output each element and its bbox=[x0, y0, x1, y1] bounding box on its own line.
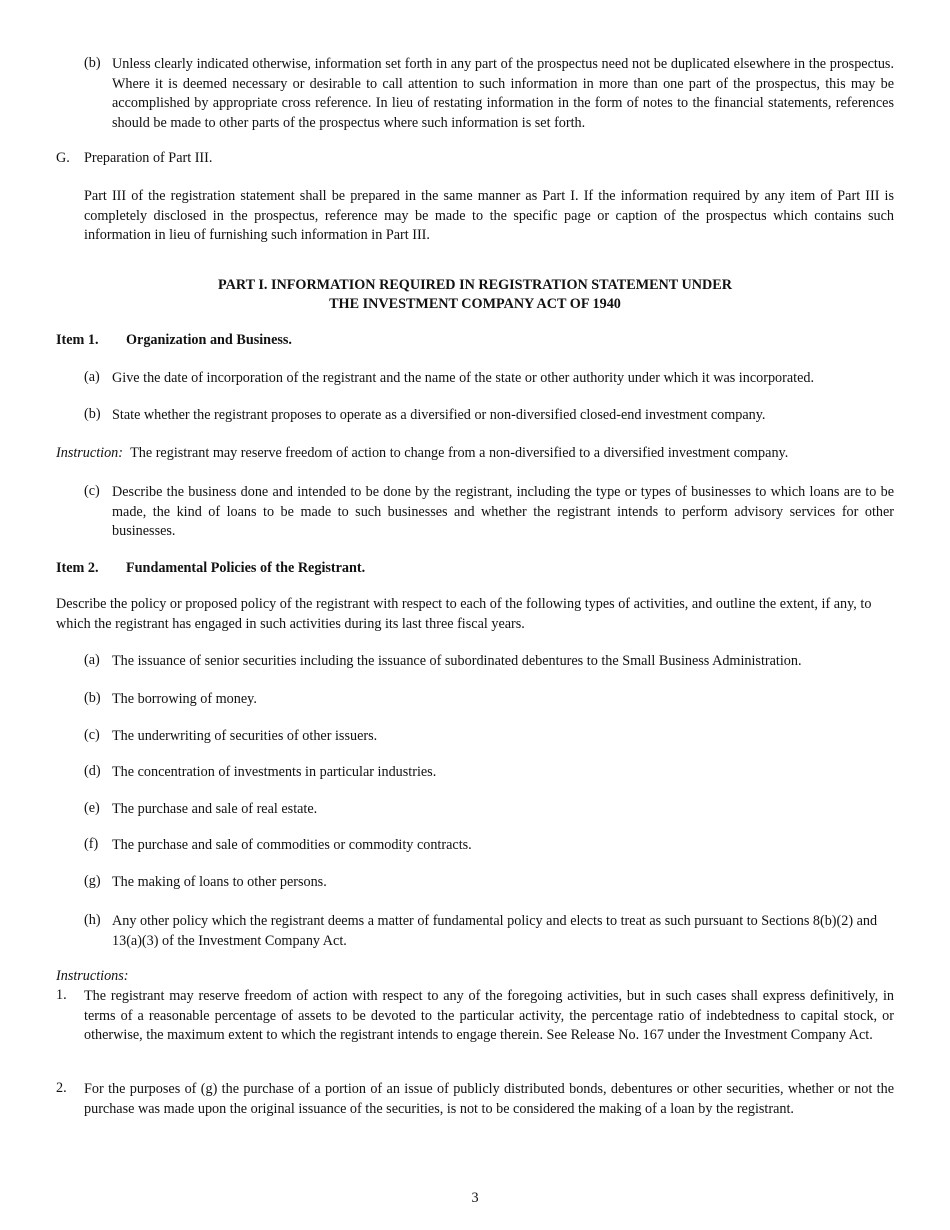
section-f-item-b bbox=[84, 55, 894, 133]
item-label: (f) bbox=[84, 836, 99, 852]
item-text: The making of loans to other persons. bbox=[112, 874, 327, 890]
item-label: (c) bbox=[84, 727, 100, 743]
item-text: The borrowing of money. bbox=[112, 691, 257, 707]
item-text: State whether the registrant proposes to operate as a diversified or non-diversified closed-end investment company. bbox=[112, 407, 766, 423]
item-text: Describe the business done and intended to be done by the registrant, including the type or types of businesses to which loans are to be made, the kind of loans to be made to such businesses and whether the registrant intends to perform advisory services for other businesses. bbox=[112, 484, 894, 539]
item-text: Give the date of incorporation of the registrant and the name of the state or other authority under which it was incorporated. bbox=[112, 370, 815, 386]
list-item bbox=[84, 912, 894, 951]
part-heading bbox=[56, 276, 894, 314]
item-label: (c) bbox=[84, 483, 100, 499]
instruction-text: The registrant may reserve freedom of action to change from a non-diversified to a diversified investment company. bbox=[130, 445, 789, 461]
item1-heading bbox=[56, 332, 292, 349]
list-item bbox=[84, 800, 894, 820]
item-text: The issuance of senior securities including the issuance of subordinated debentures to the Small Business Administration. bbox=[112, 653, 802, 669]
item-title: Fundamental Policies of the Registrant. bbox=[126, 560, 366, 576]
item-number: Item 1. bbox=[56, 332, 99, 348]
item-text: Any other policy which the registrant deems a matter of fundamental policy and elects to treat as such pursuant to Sections 8(b)(2) and 13(a)(3) of the Investment Company Act. bbox=[112, 913, 878, 949]
item-label: (b) bbox=[84, 690, 101, 706]
paragraph-text: Describe the policy or proposed policy of the registrant with respect to each of the following types of activities, and outline the extent, if any, to which the registrant has engaged in such activities during its last three fiscal years. bbox=[56, 596, 872, 632]
item-text: The purchase and sale of real estate. bbox=[112, 801, 318, 817]
item-label: (b) bbox=[84, 406, 101, 422]
section-label: G. bbox=[56, 150, 70, 166]
instruction-label: Instruction: bbox=[56, 445, 123, 461]
item-label: (b) bbox=[84, 55, 101, 71]
item1-c bbox=[84, 483, 894, 542]
section-g-paragraph bbox=[84, 187, 894, 246]
list-item bbox=[84, 652, 894, 672]
list-item bbox=[84, 836, 894, 856]
page-number: 3 bbox=[471, 1190, 479, 1206]
item-label: (h) bbox=[84, 912, 101, 928]
part-heading-line2: THE INVESTMENT COMPANY ACT OF 1940 bbox=[329, 296, 621, 312]
list-item bbox=[84, 727, 894, 747]
item-label: (e) bbox=[84, 800, 100, 816]
item1-b bbox=[84, 406, 894, 426]
instruction-number: 2. bbox=[56, 1080, 67, 1096]
item2-instructions-label: Instructions: bbox=[56, 968, 129, 984]
item-text: The purchase and sale of commodities or commodity contracts. bbox=[112, 837, 472, 853]
part-heading-line1: PART I. INFORMATION REQUIRED IN REGISTRATION STATEMENT UNDER bbox=[218, 277, 732, 293]
list-item bbox=[84, 873, 894, 893]
item1-a bbox=[84, 369, 894, 389]
item2-intro bbox=[56, 595, 894, 634]
item-text: Unless clearly indicated otherwise, information set forth in any part of the prospectus need not be duplicated elsewhere in the prospectus. Where it is deemed necessary or desirable to call attention to such information in more than one part of the prospectus, this may be accomplished by appropriate cross reference. In lieu of restating information in the form of notes to the financial statements, references should be made to other parts of the prospectus where such information is set forth. bbox=[112, 56, 894, 131]
item-text: The underwriting of securities of other issuers. bbox=[112, 728, 378, 744]
instruction-item bbox=[56, 1080, 894, 1119]
instruction-item bbox=[56, 987, 894, 1046]
item-label: (a) bbox=[84, 652, 100, 668]
item2-heading bbox=[56, 560, 365, 577]
instruction-number: 1. bbox=[56, 987, 67, 1003]
item-number: Item 2. bbox=[56, 560, 99, 576]
list-item bbox=[84, 763, 894, 783]
list-item bbox=[84, 690, 894, 710]
paragraph-text: Part III of the registration statement shall be prepared in the same manner as Part I. If the information required by any item of Part III is completely disclosed in the prospectus, reference may be made to the specific page or caption of the prospectus which contains such information in lieu of furnishing such information in Part III. bbox=[84, 188, 894, 243]
item-label: (d) bbox=[84, 763, 101, 779]
item-text: The concentration of investments in particular industries. bbox=[112, 764, 437, 780]
item-label: (a) bbox=[84, 369, 100, 385]
item1-instruction bbox=[56, 444, 894, 464]
instruction-text: For the purposes of (g) the purchase of a portion of an issue of publicly distributed bonds, debentures or other securities, whether or not the purchase was made upon the original issuance of the securities, is not to be considered the making of a loan by the registrant. bbox=[84, 1081, 894, 1117]
item-label: (g) bbox=[84, 873, 101, 889]
section-g-heading bbox=[56, 150, 894, 167]
section-title: Preparation of Part III. bbox=[84, 150, 213, 166]
instruction-text: The registrant may reserve freedom of action with respect to any of the foregoing activities, but in such cases shall express definitively, in terms of a reasonable percentage of assets to be devoted to the particular activity, the percentage ratio of indebtedness to capital stock, or otherwise, the maximum extent to which the registrant intends to engage therein. See Release No. 167 under the Investment Company Act. bbox=[84, 988, 894, 1043]
item-title: Organization and Business. bbox=[126, 332, 292, 348]
